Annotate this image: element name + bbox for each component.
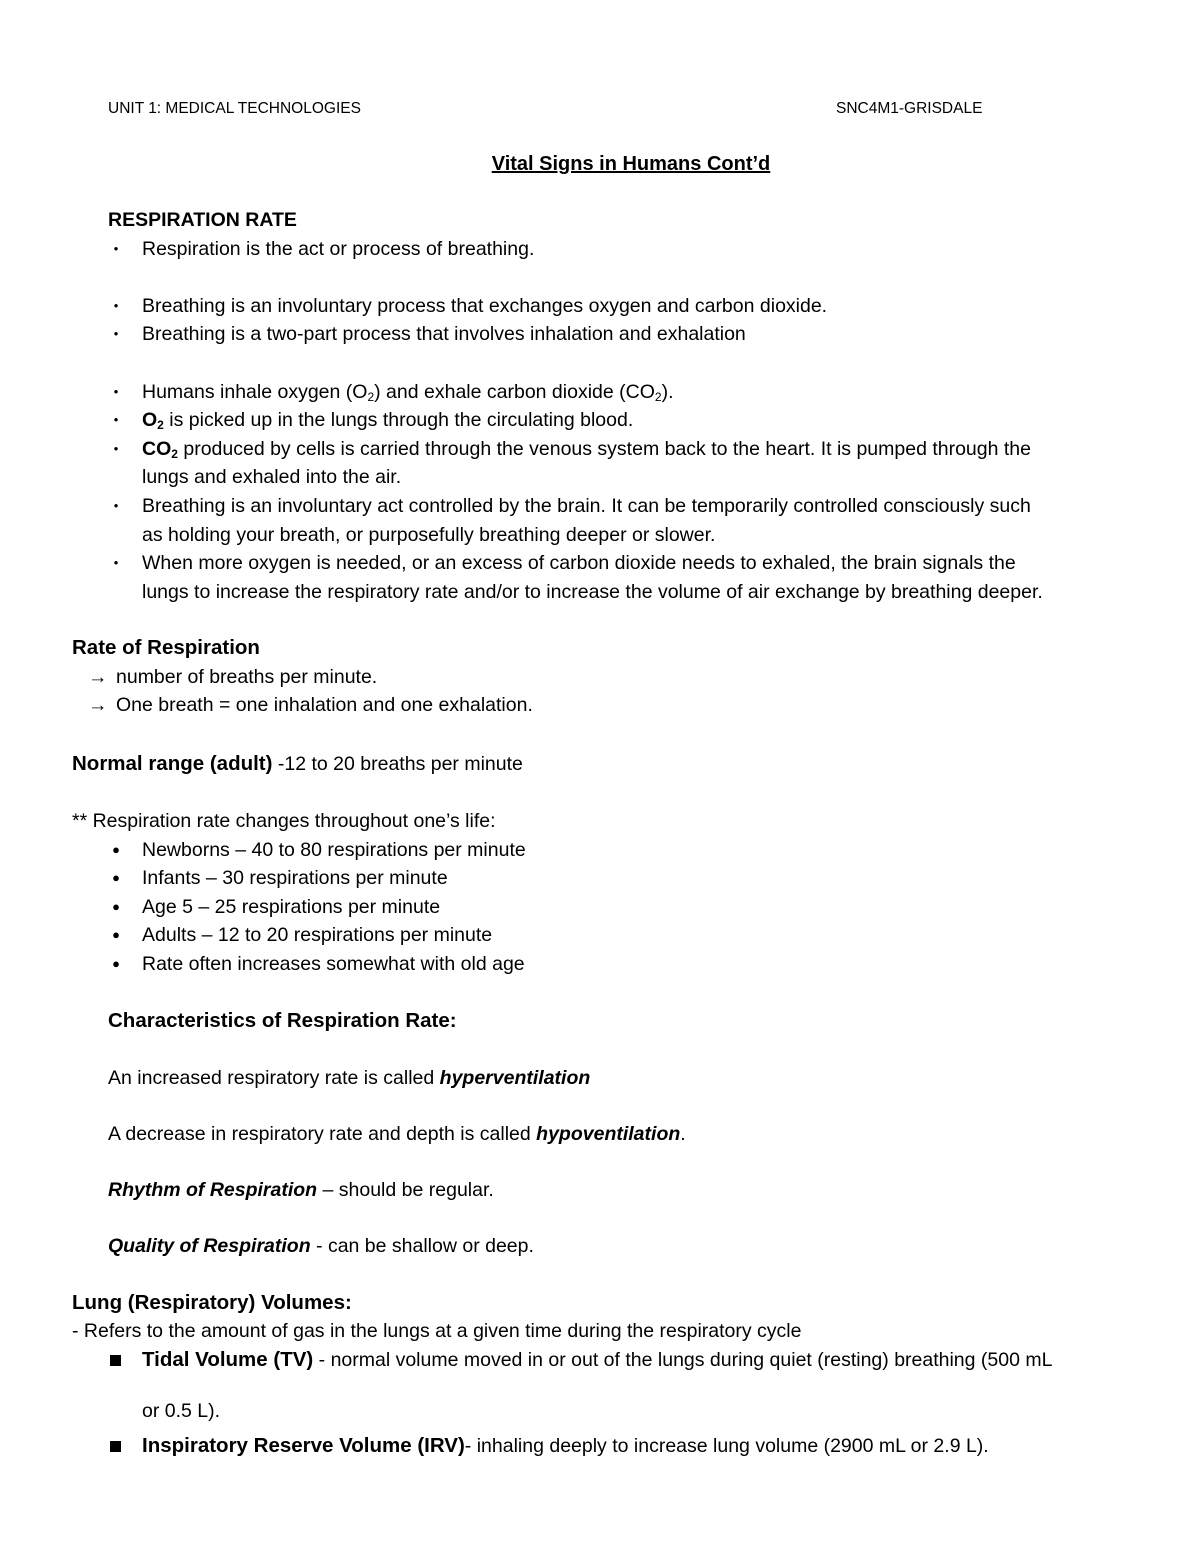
bullet-icon: • [113, 555, 119, 571]
bullet-icon: ● [112, 898, 120, 914]
list-item: • Breathing is an involuntary act controlled by the brain. It can be temporarily controlled consciously such as holding your breath, or purposefully breathing deeper or slower. [0, 492, 1200, 549]
rate-section [0, 634, 1200, 720]
list-gap [0, 263, 1200, 292]
list-item: ● Infants – 30 respirations per minute [0, 864, 1200, 893]
bullet-icon: • [113, 326, 119, 342]
respiration-section [0, 206, 1200, 606]
bullet-icon: ● [112, 955, 120, 971]
list-item: • When more oxygen is needed, or an excess of carbon dioxide needs to exhaled, the brain signals the lungs to increase the respiratory rate and/or to increase the volume of air exchange by breathing deeper. [0, 549, 1200, 606]
life-changes-intro: ** Respiration rate changes throughout one’s life: [72, 810, 496, 832]
bullet-icon: • [113, 297, 119, 313]
bullet-icon: • [113, 240, 119, 256]
list-item: ● Adults – 12 to 20 respirations per minute [0, 921, 1200, 950]
hypoventilation-line: A decrease in respiratory rate and depth is called hypoventilation. [108, 1123, 686, 1145]
square-bullet-icon [110, 1441, 121, 1452]
bullet-icon: ● [112, 927, 120, 943]
bullet-icon: ● [112, 870, 120, 886]
list-gap [0, 349, 1200, 378]
life-changes-section [0, 807, 1200, 979]
normal-range: Normal range (adult) -12 to 20 breaths per minute [72, 752, 523, 775]
header-unit: UNIT 1: MEDICAL TECHNOLOGIES [108, 100, 361, 117]
bullet-icon: • [113, 412, 119, 428]
rate-item: → number of breaths per minute. [0, 663, 1200, 692]
quality-line: Quality of Respiration - can be shallow or deep. [108, 1235, 534, 1257]
page-title: Vital Signs in Humans Cont’d [491, 153, 771, 175]
list-item: ● Newborns – 40 to 80 respirations per minute [0, 836, 1200, 865]
bullet-icon: • [113, 497, 119, 513]
list-item: • Respiration is the act or process of breathing. [0, 235, 1200, 264]
arrow-right-icon: → [88, 694, 108, 717]
tidal-volume-item: Tidal Volume (TV) - normal volume moved in or out of the lungs during quiet (resting) breathing (500 mL or 0.5 L). [0, 1346, 1200, 1425]
characteristics-heading: Characteristics of Respiration Rate: [108, 1009, 457, 1032]
rate-heading: Rate of Respiration [72, 636, 260, 659]
list-item: ● Age 5 – 25 respirations per minute [0, 893, 1200, 922]
header-course: SNC4M1-GRISDALE [836, 100, 983, 117]
list-item: • $CO_2$ produced by cells is carried through the venous system back to the heart. It is pumped through the lungs and exhaled into the air. [0, 435, 1200, 492]
irv-item: Inspiratory Reserve Volume (IRV)- inhaling deeply to increase lung volume (2900 mL or 2.9 L). [0, 1432, 1200, 1461]
respiration-list [0, 235, 1200, 607]
list-item: • Humans inhale oxygen $(O_2)$ and exhale carbon dioxide $(CO_2)$. [0, 378, 1200, 407]
list-item: • Breathing is a two-part process that involves inhalation and exhalation [0, 320, 1200, 349]
bullet-icon: • [113, 383, 119, 399]
volumes-intro: - Refers to the amount of gas in the lungs at a given time during the respiratory cycle [72, 1320, 802, 1342]
bullet-icon: • [113, 440, 119, 456]
life-changes-list [0, 836, 1200, 979]
rhythm-line: Rhythm of Respiration – should be regular. [108, 1179, 494, 1201]
bullet-icon: ● [112, 841, 120, 857]
arrow-right-icon: → [88, 665, 108, 688]
square-bullet-icon [110, 1355, 121, 1366]
list-item: ● Rate often increases somewhat with old age [0, 950, 1200, 979]
respiration-heading: RESPIRATION RATE [108, 209, 297, 231]
list-item: • $O_2$ is picked up in the lungs through the circulating blood. [0, 406, 1200, 435]
volumes-heading: Lung (Respiratory) Volumes: [72, 1291, 352, 1314]
list-item: • Breathing is an involuntary process that exchanges oxygen and carbon dioxide. [0, 292, 1200, 321]
rate-item: → One breath = one inhalation and one exhalation. [0, 691, 1200, 720]
hyperventilation-line: An increased respiratory rate is called hyperventilation [108, 1067, 591, 1089]
